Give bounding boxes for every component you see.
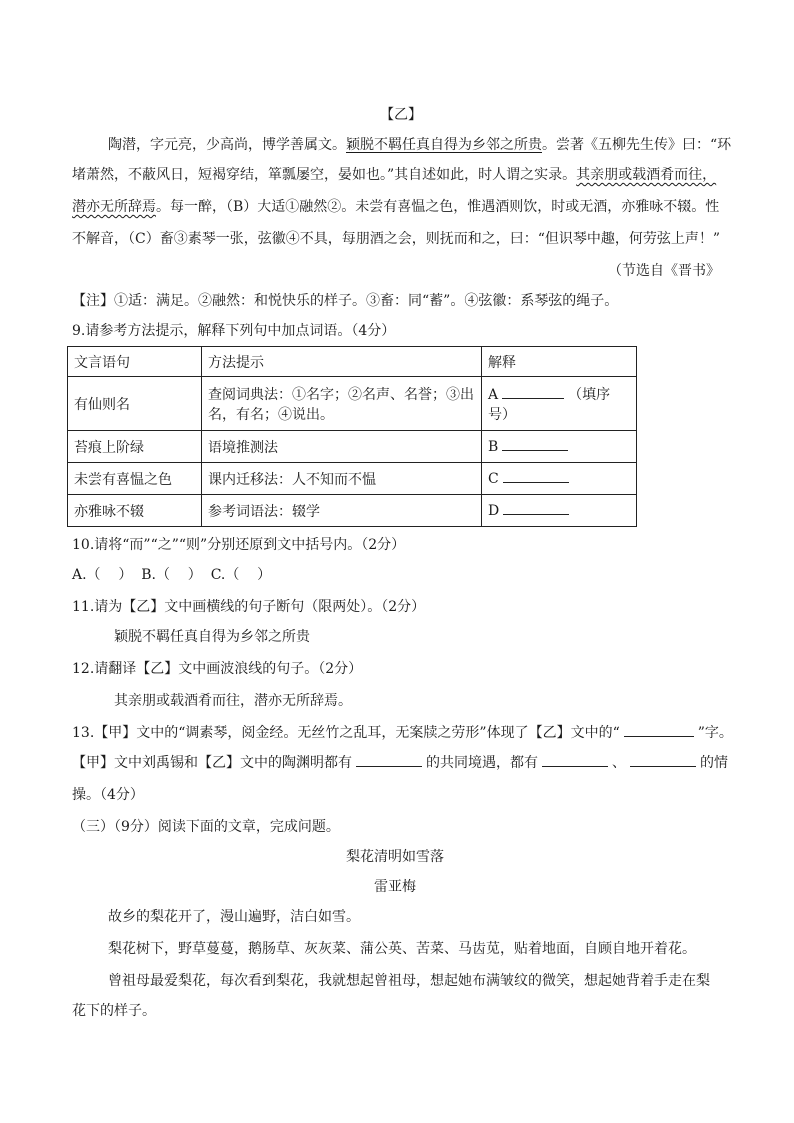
text-run: 【甲】文中刘禹锡和【乙】文中的陶渊明都有 [72,755,352,771]
header-cell: 方法提示 [202,347,482,377]
method-cell: 语境推测法 [202,431,482,463]
answer-blank[interactable] [630,754,696,767]
question-11-prompt: 11.请为【乙】文中画横线的句子断句（限两处）。（2分） [72,599,426,615]
text-run: 。每一醉，（B）大适①融然②。未尝有喜愠之色，惟遇酒则饮，时或无酒，亦雅咏不辍。性 [156,199,720,215]
article-paragraph: 梨花树下，野草蔓蔓，鹅肠草、灰灰菜、蒲公英、苦菜、马齿苋，贴着地面，自顾自地开着花。 [108,941,696,957]
question-11-sentence: 颖脱不羁任真自得为乡邻之所贵 [114,629,310,645]
article-author: 雷亚梅 [374,879,416,895]
answer-blank[interactable] [502,386,564,399]
sentence-cell: 亦雅咏不辍 [68,495,202,527]
method-cell: 课内迁移法：人不知而不愠 [202,463,482,495]
answer-blank[interactable] [542,754,608,767]
annotation-note: 【注】①适：满足。②融然：和悦快乐的样子。③畜：同“蓄”。④弦徽：系琴弦的绳子。 [72,293,619,309]
text-run: 。尝著《五柳先生传》曰：“环 [542,137,732,153]
table-header-row [68,347,637,377]
answer-hint: （填序号） [488,386,611,423]
answer-blank[interactable] [503,502,569,515]
question-13-line: 操。（4分） [72,787,144,803]
wavy-sentence: 潜亦无所辞焉 [72,199,156,215]
method-line: 查阅词典法：①名字；②名声、名誉；③出 [208,386,474,403]
table-row [68,463,637,495]
text-run: 堵萧然，不蔽风日，短褐穿结，箪瓢屡空，晏如也。”其自述如此，时人谓之实录。 [72,167,577,183]
article-title: 梨花清明如雪落 [346,849,444,865]
question-12-prompt: 12.请翻译【乙】文中画波浪线的句子。（2分） [72,661,363,677]
header-cell: 解释 [482,347,637,377]
sentence-cell: 苔痕上阶绿 [68,431,202,463]
section-3-intro: （三）（9分）阅读下面的文章，完成问题。 [72,819,340,835]
text-run: ”字。 [697,725,733,741]
question-12-sentence: 其亲朋或载酒肴而往，潜亦无所辞焉。 [114,693,352,709]
answer-blank[interactable] [356,754,422,767]
paragraph-line [72,196,719,216]
header-cell: 文言语句 [68,347,202,377]
answer-cell [482,377,637,431]
answer-label: C [488,471,499,487]
question-10-prompt: 10.请将“而”“之”“则”分别还原到文中括号内。（2分） [72,537,406,553]
answer-label: D [488,503,500,519]
sentence-cell: 未尝有喜愠之色 [68,463,202,495]
paragraph-line: 不解音，（C）畜③素琴一张，弦徽④不具，每朋酒之会，则抚而和之，曰：“但识琴中趣，何劳弦上声！” [72,231,721,247]
article-paragraph: 故乡的梨花开了，漫山遍野，洁白如雪。 [108,909,360,925]
wavy-sentence: 其亲朋或载酒肴而往， [576,167,717,183]
table-row [68,431,637,463]
answer-label: B [488,439,499,455]
method-line: 名，有名；④说出。 [208,406,334,423]
table-row [68,377,637,431]
text-run: 陶潜，字元亮，少高尚，博学善属文。 [108,137,346,153]
article-paragraph: 花下的样子。 [72,1003,156,1019]
underlined-sentence: 颖脱不羁任真自得为乡邻之所贵 [346,137,542,153]
paragraph-line [108,134,731,154]
method-cell [202,377,482,431]
answer-cell [482,431,637,463]
text-run: 13.【甲】文中的“调素琴，阅金经。无丝竹之乱耳，无案牍之劳形”体现了【乙】文中的“ [72,725,620,741]
answer-blank[interactable] [503,470,569,483]
method-cell: 参考词语法：辍学 [202,495,482,527]
answer-blank[interactable] [502,438,568,451]
text-run: 的情 [700,755,728,771]
answer-blank[interactable] [624,724,694,737]
section-yi-heading: 【乙】 [380,107,422,123]
table-row [68,495,637,527]
text-run: 的共同境遇，都有 [426,755,538,771]
question-13-line [72,722,733,742]
text-run: 、 [612,755,626,771]
question-10-options: A.（ ） B.（ ） C.（ ） [72,567,272,583]
answer-cell [482,463,637,495]
source-citation: （节选自《晋书》 [608,263,720,279]
question-13-line [72,752,728,772]
article-paragraph: 曾祖母最爱梨花，每次看到梨花，我就想起曾祖母，想起她布满皱纹的微笑，想起她背着手走在梨 [108,973,710,989]
question-9-prompt: 9.请参考方法提示，解释下列句中加点词语。（4分） [72,323,396,339]
q9-table [67,346,637,527]
paragraph-line [72,164,716,184]
answer-label: A [488,386,499,403]
answer-cell [482,495,637,527]
sentence-cell: 有仙则名 [68,377,202,431]
